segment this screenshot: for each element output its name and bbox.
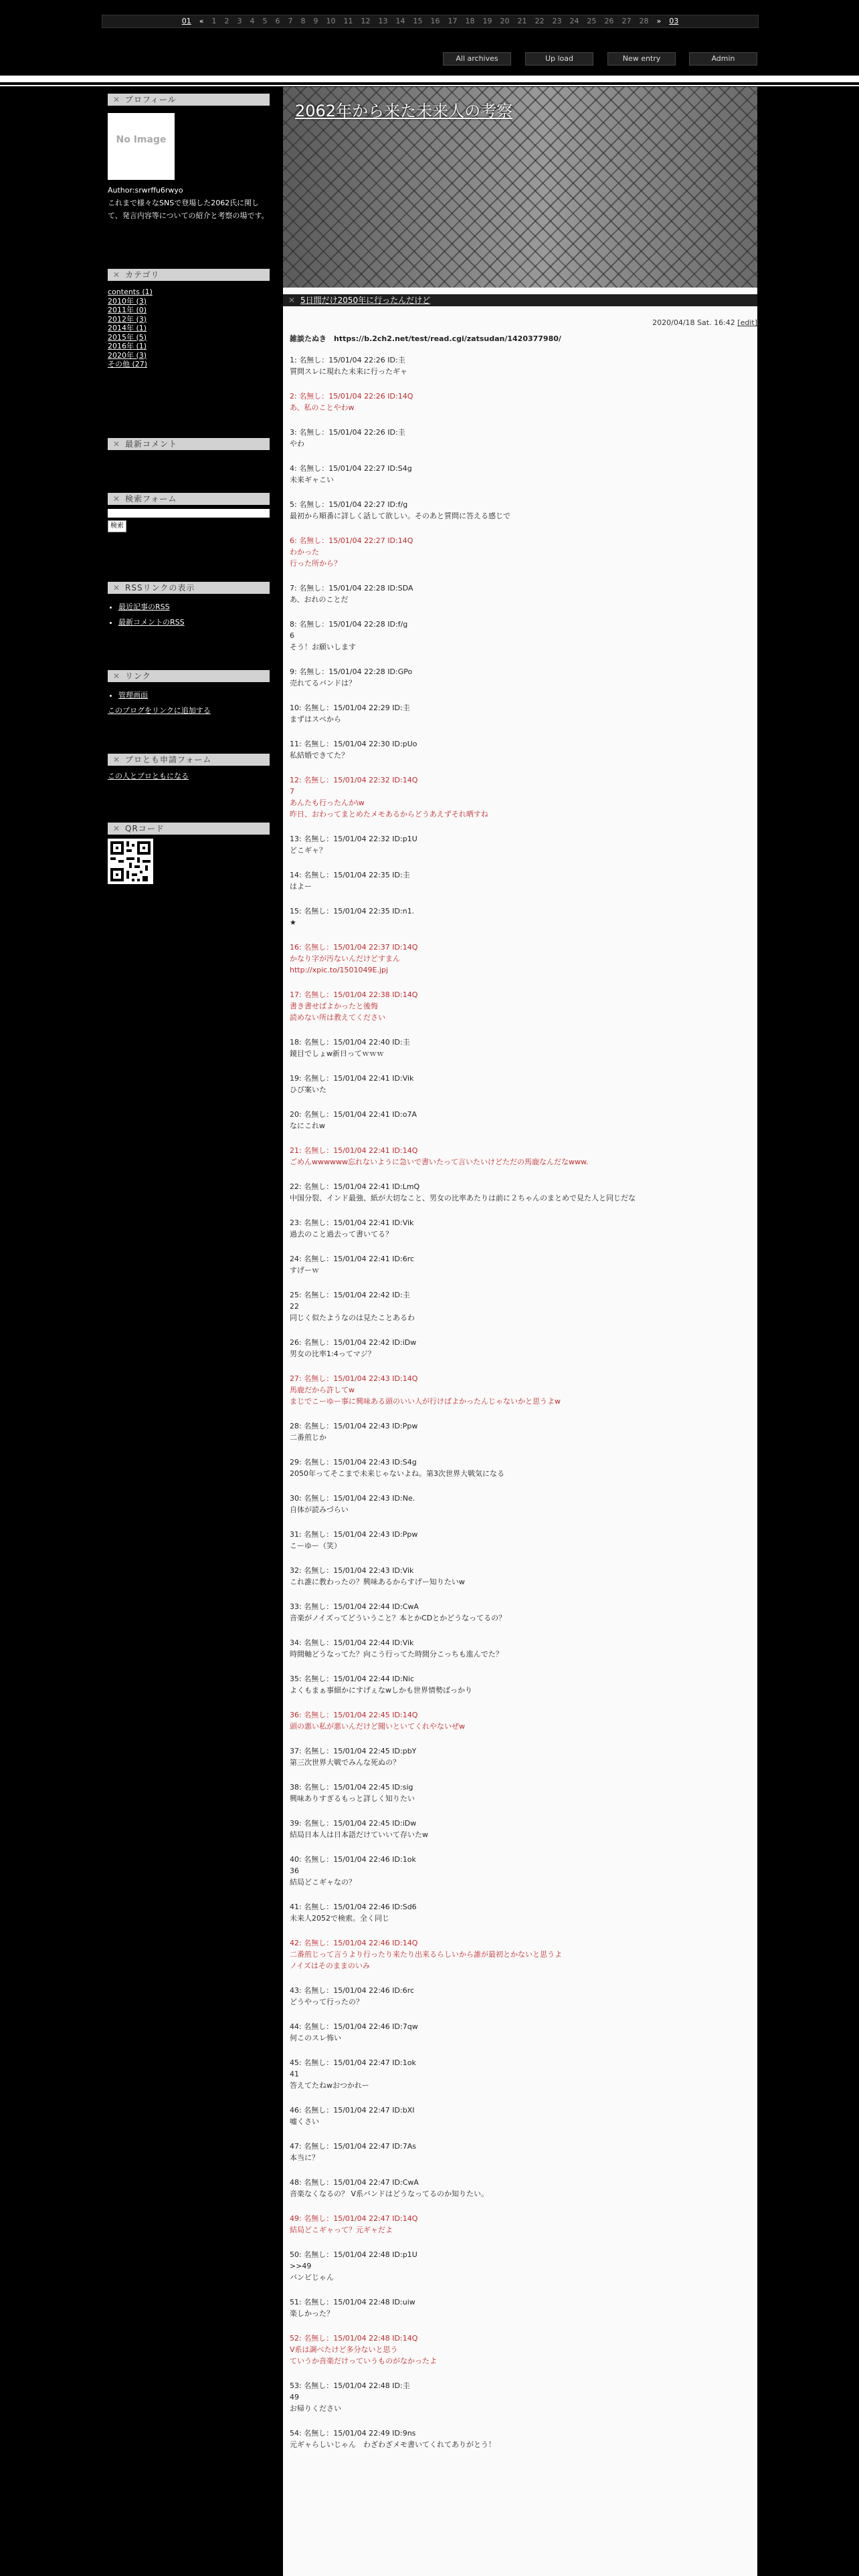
section-heading: [108, 94, 270, 106]
post-body: 頭の悪い私が悪いんだけど聞いといてくれやないぜw: [290, 1722, 465, 1731]
thread-post: [290, 1037, 751, 1059]
post-header: 32: 名無し：15/01/04 22:43 ID:Vik: [290, 1566, 414, 1575]
profile-description: これまで様々なSNSで登場した2062氏に関して、発言内容等についての紹介と考察の場です。: [108, 199, 269, 220]
thread-post: [290, 1457, 751, 1479]
section-heading: [108, 269, 270, 281]
post-header: 2: 名無し：15/01/04 22:26 ID:14Q: [290, 392, 413, 401]
thread-post: [290, 1145, 751, 1168]
post-header: 33: 名無し：15/01/04 22:44 ID:CwA: [290, 1602, 419, 1611]
post-body: わかった 行った所から？: [290, 548, 341, 568]
profile-section: [108, 94, 270, 222]
thread-post: [290, 1181, 751, 1204]
header-divider: [0, 76, 859, 82]
thread-post: [290, 1529, 751, 1551]
post-header: 29: 名無し：15/01/04 22:43 ID:S4g: [290, 1458, 417, 1467]
section-title: 検索フォーム: [125, 494, 177, 504]
thread-post: [290, 463, 751, 486]
thread-post: [290, 942, 751, 976]
post-header: 20: 名無し：15/01/04 22:41 ID:o7A: [290, 1110, 417, 1119]
post-body: 36 結局どこギャなの？: [290, 1866, 356, 1887]
recent-comments-section: [108, 438, 270, 450]
post-body: 楽しかった？: [290, 2309, 334, 2318]
post-header: 16: 名無し：15/01/04 22:37 ID:14Q: [290, 943, 418, 952]
pager-next[interactable]: »: [656, 17, 662, 25]
post-body: はよー: [290, 882, 312, 891]
thread-post: [290, 2296, 751, 2319]
post-header: 38: 名無し：15/01/04 22:45 ID:sig: [290, 1783, 413, 1792]
thread-post: [290, 1673, 751, 1696]
post-body: こーゆー（笑）: [290, 1541, 341, 1550]
thread-post: [290, 869, 751, 892]
pager-page[interactable]: 9: [313, 17, 318, 25]
thread-post: [290, 582, 751, 605]
post-body: なにこれw: [290, 1121, 325, 1130]
thread-post: [290, 1637, 751, 1660]
post-header: 35: 名無し：15/01/04 22:44 ID:Nic: [290, 1675, 415, 1683]
thread-post: [290, 1373, 751, 1407]
thread-post: [290, 2021, 751, 2044]
post-body: 男女の比率1:4ってマジ？: [290, 1350, 375, 1358]
post-body: 未来人2052で検索。全く同じ: [290, 1914, 389, 1923]
archive-pager: [102, 15, 759, 28]
post-header: 44: 名無し：15/01/04 22:46 ID:7qw: [290, 2022, 418, 2031]
post-header: 22: 名無し：15/01/04 22:41 ID:LmQ: [290, 1182, 420, 1191]
post-header: 36: 名無し：15/01/04 22:45 ID:14Q: [290, 1711, 418, 1719]
pager-page[interactable]: 21: [517, 17, 527, 25]
post-header: 3: 名無し：15/01/04 22:26 ID:圭: [290, 428, 405, 437]
post-header: 49: 名無し：15/01/04 22:47 ID:14Q: [290, 2214, 418, 2223]
blog-title-link[interactable]: 2062年から来た未来人の考察: [295, 102, 513, 120]
category-link[interactable]: その他 (27): [108, 360, 148, 368]
close-icon: ✕: [113, 755, 121, 764]
sidebar: [102, 87, 277, 926]
pager-page[interactable]: 12: [361, 17, 371, 25]
thread-post: [290, 2428, 751, 2450]
pager-page[interactable]: 19: [482, 17, 492, 25]
category-link[interactable]: contents (1): [108, 288, 153, 296]
post-header: 45: 名無し：15/01/04 22:47 ID:1ok: [290, 2058, 416, 2067]
post-body: >>49 バンビじゃん: [290, 2262, 334, 2282]
category-link[interactable]: 2015年 (5): [108, 332, 147, 342]
post-body: よくもまぁ事細かにすげぇなwしかも世界情勢ばっかり: [290, 1686, 472, 1695]
thread-post: [290, 2213, 751, 2236]
post-header: 7: 名無し：15/01/04 22:28 ID:SDA: [290, 584, 413, 593]
author-name: Author:srwrffu6rwyo: [108, 186, 183, 195]
section-heading: [108, 823, 270, 835]
post-header: 26: 名無し：15/01/04 22:42 ID:iDw: [290, 1338, 417, 1347]
thread-post: [290, 1745, 751, 1768]
admin-button[interactable]: Admin: [689, 52, 757, 66]
pager-page[interactable]: 16: [430, 17, 440, 25]
post-body: 興味ありすぎるもっと詳しく知りたい: [290, 1794, 415, 1803]
post-body: どこギャ？: [290, 846, 326, 855]
post-header: 12: 名無し：15/01/04 22:32 ID:14Q: [290, 776, 418, 784]
post-header: 37: 名無し：15/01/04 22:45 ID:pbY: [290, 1747, 417, 1755]
thread-post: [290, 2249, 751, 2283]
post-body: 最初から順番に詳しく話して欲しい。そのあと質問に答える感じで: [290, 512, 510, 520]
post-header: 50: 名無し：15/01/04 22:48 ID:p1U: [290, 2250, 417, 2259]
rss-section: [108, 582, 270, 630]
category-link[interactable]: 2016年 (1): [108, 342, 147, 350]
post-body: まずはスペから: [290, 715, 341, 724]
category-section: [108, 269, 270, 369]
section-title: ブロとも申請フォーム: [125, 755, 212, 764]
pager-page[interactable]: 6: [275, 17, 280, 25]
header-divider-thin: [0, 85, 859, 86]
category-link[interactable]: 2010年 (3): [108, 296, 147, 306]
pager-page[interactable]: 23: [552, 17, 562, 25]
post-body: 嘘くさい: [290, 2117, 319, 2126]
top-menu: [443, 52, 757, 66]
close-icon: ✕: [113, 583, 121, 593]
section-heading: [108, 582, 270, 594]
post-body: V系は調べたけど多分ないと思う ていうか音楽だけっていうものがなかったよ: [290, 2345, 437, 2365]
post-header: 17: 名無し：15/01/04 22:38 ID:14Q: [290, 990, 418, 999]
pager-current[interactable]: 01: [181, 17, 191, 25]
close-icon: ✕: [113, 270, 121, 280]
thread-post: [290, 1818, 751, 1840]
post-header: 48: 名無し：15/01/04 22:47 ID:CwA: [290, 2178, 419, 2187]
thread-post: [290, 2380, 751, 2414]
avatar: [108, 113, 175, 180]
post-header: 1: 名無し：15/01/04 22:26 ID:圭: [290, 356, 405, 364]
thread-post: [290, 1217, 751, 1240]
post-body: ひび案いた: [290, 1085, 326, 1094]
section-heading: [108, 438, 270, 450]
upload-button[interactable]: Up load: [525, 52, 593, 66]
thread-post: [290, 1937, 751, 1971]
thread-post: [290, 1073, 751, 1095]
post-header: 46: 名無し：15/01/04 22:47 ID:bXI: [290, 2106, 415, 2115]
post-header: 8: 名無し：15/01/04 22:28 ID:f/g: [290, 620, 408, 629]
post-header: 53: 名無し：15/01/04 22:48 ID:圭: [290, 2381, 410, 2390]
entry-title-link[interactable]: 5日間だけ2050年に行ったんだけど: [300, 296, 431, 305]
thread-post: [290, 1109, 751, 1132]
pager-page[interactable]: 1: [211, 17, 217, 25]
pager-page[interactable]: 25: [587, 17, 597, 25]
qr-section: [108, 823, 270, 884]
blog-header-banner: [283, 87, 757, 288]
rss-recent-entries-link[interactable]: 最近記事のRSS: [118, 603, 170, 611]
pager-page[interactable]: 14: [395, 17, 405, 25]
post-body: すげーｗ: [290, 1266, 319, 1275]
search-button[interactable]: 検索: [108, 520, 126, 532]
thread-post: [290, 1337, 751, 1360]
close-icon: ✕: [113, 824, 121, 833]
pager-page[interactable]: 18: [465, 17, 475, 25]
post-body: 7 あんたも行ったんか\w 昨日、おわってまとめたメモあるからどうあえずそれ晒すね: [290, 787, 488, 819]
post-list: [290, 354, 751, 2464]
thread-post: [290, 499, 751, 522]
post-body: 未来ギャこい: [290, 475, 334, 484]
close-icon: ✕: [113, 671, 121, 681]
post-body: 書き書せばよかったと後悔 読めない所は教えてください: [290, 1002, 385, 1022]
post-header: 43: 名無し：15/01/04 22:46 ID:6rc: [290, 1986, 415, 1995]
thread-post: [290, 391, 751, 413]
post-header: 42: 名無し：15/01/04 22:46 ID:14Q: [290, 1939, 418, 1947]
section-title: リンク: [125, 671, 151, 681]
entry-date-text: 2020/04/18 Sat. 16:42: [652, 318, 735, 327]
thread-post: [290, 535, 751, 569]
category-link[interactable]: 2014年 (1): [108, 324, 147, 332]
thread-post: [290, 1493, 751, 1515]
thread-post: [290, 1289, 751, 1323]
post-body: 二番煎じか: [290, 1433, 326, 1442]
close-icon: ✕: [113, 494, 121, 504]
pager-page[interactable]: 26: [604, 17, 614, 25]
pager-last[interactable]: 03: [669, 17, 679, 25]
post-header: 47: 名無し：15/01/04 22:47 ID:7As: [290, 2142, 416, 2151]
post-body: 49 お帰りください: [290, 2393, 341, 2413]
post-body: ごめんwwwwww忘れないように急いで書いたって言いたいけどただの馬鹿なんだなwww.: [290, 1158, 589, 1166]
post-header: 28: 名無し：15/01/04 22:43 ID:Ppw: [290, 1422, 418, 1430]
post-body: 結局日本人は日本語だけていいて存いたw: [290, 1830, 428, 1839]
post-body: 自体が読みづらい: [290, 1505, 349, 1514]
become-blotomo-link[interactable]: この人とブロともになる: [108, 772, 189, 780]
post-body: 第三次世界大戦でみんな死ぬの？: [290, 1758, 400, 1767]
post-body: 2050年ってそこまで未来じゃないよね。第3次世界大戦気になる: [290, 1469, 504, 1478]
thread-post: [290, 774, 751, 820]
pager-page[interactable]: 4: [250, 17, 255, 25]
thread-post: [290, 989, 751, 1023]
no-image-label: No Image: [116, 134, 167, 145]
thread-post: [290, 2177, 751, 2199]
post-header: 5: 名無し：15/01/04 22:27 ID:f/g: [290, 500, 408, 509]
post-body: これ誰に教わったの？興味あるからすげー知りたいw: [290, 1578, 465, 1586]
post-body: 私結婚できてた？: [290, 751, 349, 760]
pager-page[interactable]: 17: [448, 17, 458, 25]
section-title: カテゴリ: [125, 270, 160, 280]
search-section: [108, 493, 270, 532]
post-header: 27: 名無し：15/01/04 22:43 ID:14Q: [290, 1374, 418, 1383]
post-header: 23: 名無し：15/01/04 22:41 ID:Vik: [290, 1218, 414, 1227]
section-heading: [108, 493, 270, 505]
thread-post: [290, 666, 751, 689]
post-body: 6 そう！お願いします: [290, 631, 356, 651]
category-link[interactable]: 2012年 (3): [108, 314, 147, 324]
section-title: QRコード: [125, 824, 165, 833]
post-header: 21: 名無し：15/01/04 22:41 ID:14Q: [290, 1146, 418, 1155]
post-header: 30: 名無し：15/01/04 22:43 ID:Ne.: [290, 1494, 415, 1503]
pager-page[interactable]: 8: [300, 17, 306, 25]
post-header: 15: 名無し：15/01/04 22:35 ID:n1.: [290, 907, 415, 916]
post-body: あ、私のことやわw: [290, 403, 355, 412]
section-title: RSSリンクの表示: [125, 583, 195, 593]
pager-page[interactable]: 22: [535, 17, 545, 25]
post-header: 41: 名無し：15/01/04 22:46 ID:Sd6: [290, 1903, 417, 1911]
post-header: 24: 名無し：15/01/04 22:41 ID:6rc: [290, 1255, 415, 1263]
post-body: 41 答えてたねwおつかれー: [290, 2070, 369, 2090]
post-header: 4: 名無し：15/01/04 22:27 ID:S4g: [290, 464, 412, 473]
add-link-link[interactable]: このブログをリンクに追加する: [108, 706, 211, 715]
main-content: [283, 87, 757, 2576]
thread-post: [290, 1565, 751, 1588]
post-body: 音楽がノイズってどういうこと？本とかCDとかどうなってるの？: [290, 1614, 506, 1622]
post-body: 質問スレに現れた未来に行ったギャ: [290, 367, 407, 376]
links-section: [108, 670, 270, 718]
thread-post: [290, 833, 751, 856]
post-header: 39: 名無し：15/01/04 22:45 ID:iDw: [290, 1819, 417, 1828]
pager-page[interactable]: 13: [378, 17, 388, 25]
pager-page[interactable]: 27: [622, 17, 632, 25]
post-body: 過去のこと過去って書いてる？: [290, 1230, 393, 1239]
thread-post: [290, 1709, 751, 1732]
thread-post: [290, 1601, 751, 1624]
post-body: 時間軸どうなってた？向こう行ってた時間分こっちも進んでた？: [290, 1650, 503, 1658]
close-icon: ✕: [113, 439, 121, 449]
post-header: 31: 名無し：15/01/04 22:43 ID:Ppw: [290, 1530, 418, 1539]
post-body: 22 同じく似たようなのは見たことあるわ: [290, 1302, 415, 1322]
thread-post: [290, 354, 751, 377]
post-header: 52: 名無し：15/01/04 22:48 ID:14Q: [290, 2334, 418, 2343]
pager-page[interactable]: 28: [639, 17, 649, 25]
post-header: 51: 名無し：15/01/04 22:48 ID:uiw: [290, 2298, 415, 2306]
all-archives-button[interactable]: All archives: [443, 52, 511, 66]
post-header: 18: 名無し：15/01/04 22:40 ID:圭: [290, 1038, 410, 1047]
post-body: あ、おれのことだ: [290, 595, 349, 604]
close-icon: ✕: [113, 95, 121, 104]
post-body: どうやって行ったの？: [290, 1998, 363, 2006]
post-header: 10: 名無し：15/01/04 22:29 ID:圭: [290, 704, 410, 712]
post-body: 本当に？: [290, 2153, 319, 2162]
thread-post: [290, 1985, 751, 2008]
post-body: 二番煎じって言うより行ったり来たり出来るらしいから誰が最初とかないと思うよ ノイズはそのままのいみ: [290, 1950, 562, 1970]
section-title: 最新コメント: [125, 439, 178, 449]
section-title: プロフィール: [125, 95, 177, 104]
pager-page[interactable]: 5: [262, 17, 268, 25]
thread-post: [290, 1901, 751, 1924]
admin-page-link[interactable]: 管理画面: [118, 691, 148, 700]
thread-post: [290, 2333, 751, 2367]
thread-post: [290, 2057, 751, 2091]
thread-post: [290, 427, 751, 449]
post-header: 34: 名無し：15/01/04 22:44 ID:Vik: [290, 1638, 414, 1647]
close-icon: ✕: [288, 296, 296, 305]
pager-prev[interactable]: «: [199, 17, 204, 25]
pager-page[interactable]: 7: [288, 17, 293, 25]
post-body: 馬鹿だから許してw まじでこーゆー事に興味ある頭のいい人が行けばよかったんじゃないかと思うよw: [290, 1386, 561, 1406]
post-header: 11: 名無し：15/01/04 22:30 ID:pUo: [290, 740, 417, 748]
thread-post: [290, 905, 751, 928]
post-body: 元ギャらしいじゃん わざわざメモ書いてくれてありがとう！: [290, 2440, 496, 2449]
thread-post: [290, 738, 751, 761]
pager-page[interactable]: 3: [237, 17, 242, 25]
post-header: 13: 名無し：15/01/04 22:32 ID:p1U: [290, 835, 417, 843]
post-body: 何このスレ怖い: [290, 2034, 341, 2042]
category-link[interactable]: 2020年 (3): [108, 350, 147, 360]
qr-code-image: [108, 839, 153, 884]
post-body: 結局どこギャって？元ギャだよ: [290, 2226, 393, 2234]
thread-post: [290, 702, 751, 725]
pager-page[interactable]: 2: [224, 17, 229, 25]
section-heading: [108, 754, 270, 766]
search-input[interactable]: [108, 509, 270, 518]
pager-page[interactable]: 15: [413, 17, 423, 25]
post-header: 25: 名無し：15/01/04 22:42 ID:圭: [290, 1291, 410, 1299]
post-body: 音楽なくなるの？ V系バンドはどうなってるのか知りたい。: [290, 2189, 489, 2198]
thread-post: [290, 619, 751, 653]
edit-link[interactable]: [edit]: [737, 318, 757, 327]
post-body: かなり字が汚ないんだけどすまん http://xpic.to/1501049E.jpj: [290, 954, 400, 974]
post-header: 14: 名無し：15/01/04 22:35 ID:圭: [290, 871, 410, 879]
thread-post: [290, 1253, 751, 1276]
entry-date: [652, 318, 757, 327]
post-body: 鏡目でしょw新日ってｗｗｗ: [290, 1049, 384, 1058]
source-url: 雑談たぬき https://b.2ch2.net/test/read.cgi/zatsudan/1420377980/: [290, 334, 561, 343]
thread-post: [290, 2105, 751, 2127]
pager-page[interactable]: 11: [343, 17, 353, 25]
section-heading: [108, 670, 270, 682]
pager-page[interactable]: 10: [326, 17, 336, 25]
post-header: 40: 名無し：15/01/04 22:46 ID:1ok: [290, 1855, 416, 1864]
post-header: 54: 名無し：15/01/04 22:49 ID:9ns: [290, 2429, 416, 2438]
thread-post: [290, 1420, 751, 1443]
rss-recent-comments-link[interactable]: 最新コメントのRSS: [118, 618, 185, 627]
post-body: 中国分裂、インド最強、紙が大切なこと、男女の比率あたりは前に２ちゃんのまとめで見た人と同じだな: [290, 1194, 636, 1202]
post-body: 売れてるバンドは？: [290, 679, 356, 687]
pager-page[interactable]: 20: [500, 17, 510, 25]
category-list: [108, 288, 270, 369]
thread-post: [290, 1854, 751, 1888]
thread-post: [290, 2141, 751, 2163]
post-header: 6: 名無し：15/01/04 22:27 ID:14Q: [290, 536, 413, 545]
new-entry-button[interactable]: New entry: [607, 52, 676, 66]
category-link[interactable]: 2011年 (0): [108, 306, 147, 314]
post-body: やわ: [290, 439, 304, 448]
blotomo-form-section: [108, 754, 270, 782]
entry-title-bar: [283, 294, 757, 306]
post-body: ★: [290, 918, 296, 927]
post-header: 19: 名無し：15/01/04 22:41 ID:Vik: [290, 1074, 414, 1083]
post-header: 9: 名無し：15/01/04 22:28 ID:GPo: [290, 667, 413, 676]
thread-post: [290, 1782, 751, 1804]
pager-page[interactable]: 24: [569, 17, 579, 25]
